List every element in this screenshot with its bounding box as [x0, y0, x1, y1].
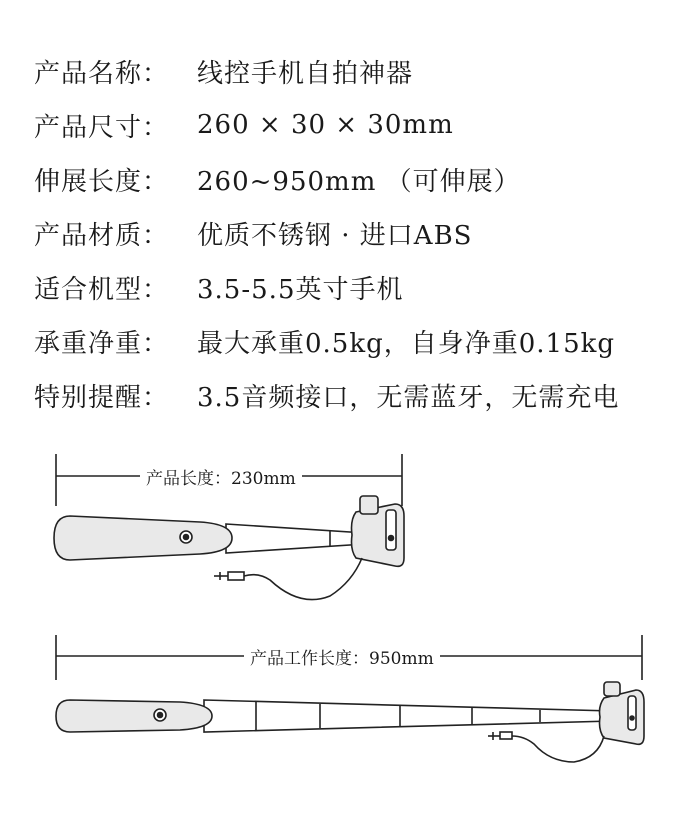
spec-row-note [34, 368, 619, 422]
spec-row-size [34, 98, 619, 152]
spec-value: 3.5音频接口，无需蓝牙，无需充电 [197, 382, 620, 413]
spec-label: 承重净重： [34, 328, 170, 359]
spec-value: 优质不锈钢 · 进口ABS [197, 220, 473, 251]
spec-label: 产品尺寸： [34, 112, 170, 143]
short-length-label: 产品长度：230mm [140, 464, 302, 489]
spec-label: 特别提醒： [34, 382, 170, 413]
spec-row-name [34, 44, 619, 98]
spec-value: 最大承重0.5kg，自身净重0.15kg [197, 328, 616, 359]
working-length-label: 产品工作长度：950mm [244, 644, 440, 669]
spec-value: 260 × 30 × 30mm [197, 110, 454, 140]
extended-stick [56, 682, 644, 762]
spec-label: 适合机型： [34, 274, 170, 305]
collapsed-stick [54, 496, 404, 600]
spec-list [34, 44, 619, 422]
product-diagram [0, 440, 700, 820]
spec-label: 产品材质： [34, 220, 170, 251]
spec-row-material [34, 206, 619, 260]
spec-label: 伸展长度： [34, 166, 170, 197]
spec-value: 260~950mm （可伸展） [197, 166, 521, 197]
spec-row-weight [34, 314, 619, 368]
spec-row-extension [34, 152, 619, 206]
spec-value: 线控手机自拍神器 [197, 58, 414, 89]
selfie-stick-illustration [0, 440, 700, 820]
spec-label: 产品名称： [34, 58, 170, 89]
spec-row-compatible [34, 260, 619, 314]
spec-value: 3.5-5.5英寸手机 [197, 274, 404, 305]
